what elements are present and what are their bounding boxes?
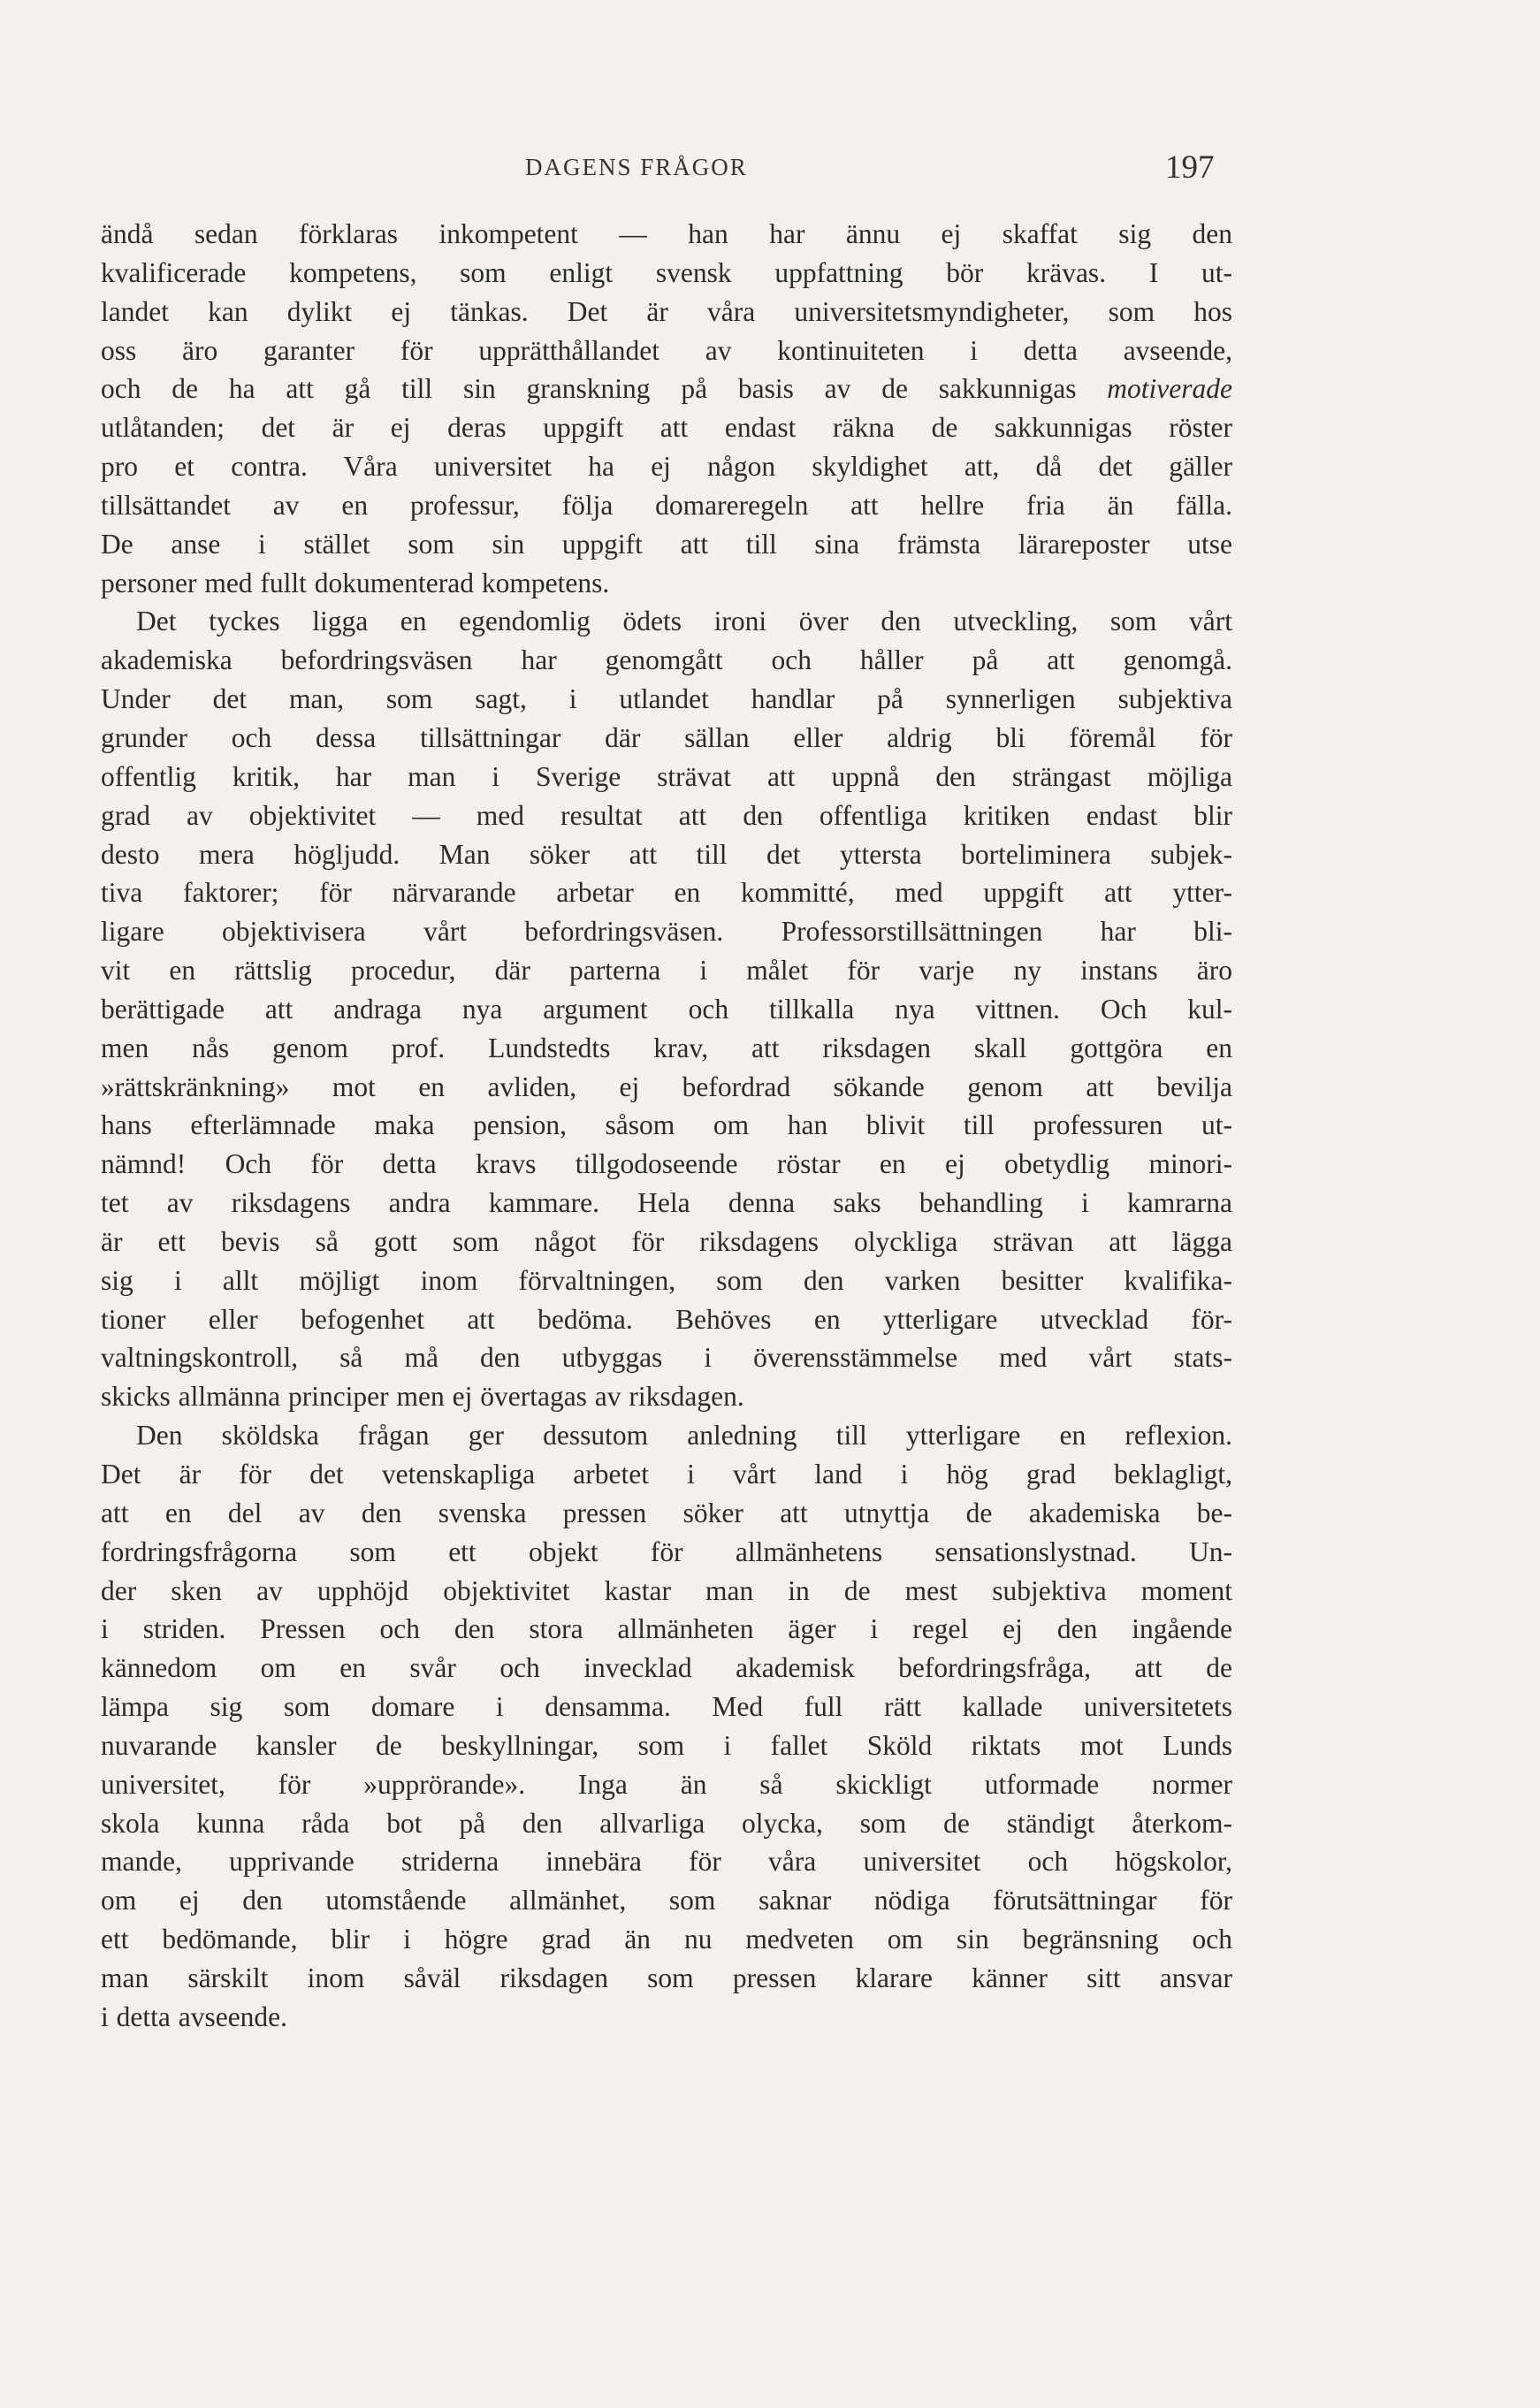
text-line: grad av objektivitet — med resultat att den offentliga kritiken endast blir <box>101 799 1232 831</box>
text-line: man särskilt inom såväl riksdagen som pressen klarare känner sitt ansvar <box>101 1962 1232 1993</box>
text-line-segment: och de ha att gå till sin granskning på basis av de sakkunnigas <box>101 373 1108 405</box>
text-line: tillsättandet av en professur, följa domareregeln att hellre fria än fälla. <box>101 489 1232 521</box>
italic-emphasis: motiverade <box>1107 373 1232 405</box>
text-line: De anse i stället som sin uppgift att till sina främsta lärareposter utse <box>101 528 1232 560</box>
text-line: mande, upprivande striderna innebära för våra universitet och högskolor, <box>101 1846 1232 1878</box>
text-line: men nås genom prof. Lundstedts krav, att riksdagen skall gottgöra en <box>101 1032 1232 1063</box>
text-line: vit en rättslig procedur, där parterna i målet för varje ny instans äro <box>101 955 1232 987</box>
text-line: Det är för det vetenskapliga arbetet i vårt land i hög grad beklagligt, <box>101 1459 1232 1490</box>
text-line: landet kan dylikt ej tänkas. Det är våra universitetsmyndigheter, som hos <box>101 295 1232 327</box>
text-line: Under det man, som sagt, i utlandet handlar på synnerligen subjektiva <box>101 683 1232 715</box>
text-line <box>101 370 1232 408</box>
text-line: tioner eller befogenhet att bedöma. Behöves en ytterligare utvecklad för- <box>101 1303 1232 1335</box>
text-line: att en del av den svenska pressen söker att utnyttja de akademiska be- <box>101 1497 1232 1528</box>
text-line: sig i allt möjligt inom förvaltningen, som den varken besitter kvalifika- <box>101 1264 1232 1296</box>
text-line: ändå sedan förklaras inkompetent — han har ännu ej skaffat sig den <box>101 218 1232 249</box>
text-line: tet av riksdagens andra kammare. Hela denna saks behandling i kamrarna <box>101 1187 1232 1219</box>
text-line: oss äro garanter för upprätthållandet av kontinuiteten i detta avseende, <box>101 334 1232 366</box>
text-line: fordringsfrågorna som ett objekt för allmänhetens sensationslystnad. Un- <box>101 1535 1232 1567</box>
text-line: berättigade att andraga nya argument och tillkalla nya vittnen. Och kul- <box>101 993 1232 1025</box>
text-line: i striden. Pressen och den stora allmänheten äger i regel ej den ingående <box>101 1613 1232 1645</box>
text-line: är ett bevis så gott som något för riksdagens olyckliga strävan att lägga <box>101 1225 1232 1257</box>
text-line: skola kunna råda bot på den allvarliga olycka, som de ständigt återkom- <box>101 1807 1232 1839</box>
text-line: grunder och dessa tillsättningar där sällan eller aldrig bli föremål för <box>101 721 1232 753</box>
text-line: »rättskränkning» mot en avliden, ej befordrad sökande genom att bevilja <box>101 1071 1232 1102</box>
text-line: akademiska befordringsväsen har genomgått och håller på att genomgå. <box>101 644 1232 676</box>
text-line: pro et contra. Våra universitet ha ej någon skyldighet att, då det gäller <box>101 451 1232 483</box>
text-line: tiva faktorer; för närvarande arbetar en kommitté, med uppgift att ytter- <box>101 877 1232 909</box>
text-line: kvalificerade kompetens, som enligt svensk uppfattning bör krävas. I ut- <box>101 256 1232 288</box>
text-line: offentlig kritik, har man i Sverige strävat att uppnå den strängast möjliga <box>101 760 1232 792</box>
text-line: hans efterlämnade maka pension, såsom om han blivit till professuren ut- <box>101 1109 1232 1141</box>
text-line: nuvarande kansler de beskyllningar, som i fallet Sköld riktats mot Lunds <box>101 1729 1232 1761</box>
page-number: 197 <box>1165 149 1215 186</box>
text-line: valtningskontroll, så må den utbyggas i överensstämmelse med vårt stats- <box>101 1342 1232 1374</box>
body-text <box>101 215 1232 2037</box>
text-line: i detta avseende. <box>101 2000 288 2032</box>
running-head <box>0 149 1540 184</box>
text-line: skicks allmänna principer men ej övertagas av riksdagen. <box>101 1381 744 1413</box>
text-line: nämnd! Och för detta kravs tillgodoseende röstar en ej obetydlig minori- <box>101 1148 1232 1180</box>
text-line: ett bedömande, blir i högre grad än nu medveten om sin begränsning och <box>101 1924 1232 1955</box>
text-line: kännedom om en svår och invecklad akademisk befordringsfråga, att de <box>101 1652 1232 1684</box>
running-title: DAGENS FRÅGOR <box>525 154 748 180</box>
text-line: Den sköldska frågan ger dessutom anledning till ytterligare en reflexion. <box>136 1420 1232 1452</box>
text-line: universitet, för »upprörande». Inga än så skickligt utformade normer <box>101 1768 1232 1800</box>
text-line: der sken av upphöjd objektivitet kastar man in de mest subjektiva moment <box>101 1574 1232 1606</box>
text-line: personer med fullt dokumenterad kompetens. <box>101 567 610 598</box>
text-line: desto mera högljudd. Man söker att till det yttersta borteliminera subjek- <box>101 838 1232 870</box>
text-line: utlåtanden; det är ej deras uppgift att endast räkna de sakkunnigas röster <box>101 412 1232 444</box>
text-line: Det tyckes ligga en egendomlig ödets ironi över den utveckling, som vårt <box>136 606 1232 637</box>
text-line: lämpa sig som domare i densamma. Med full rätt kallade universitetets <box>101 1691 1232 1723</box>
text-line: om ej den utomstående allmänhet, som saknar nödiga förutsättningar för <box>101 1885 1232 1916</box>
text-line: ligare objektivisera vårt befordringsväsen. Professorstillsättningen har bli- <box>101 916 1232 948</box>
